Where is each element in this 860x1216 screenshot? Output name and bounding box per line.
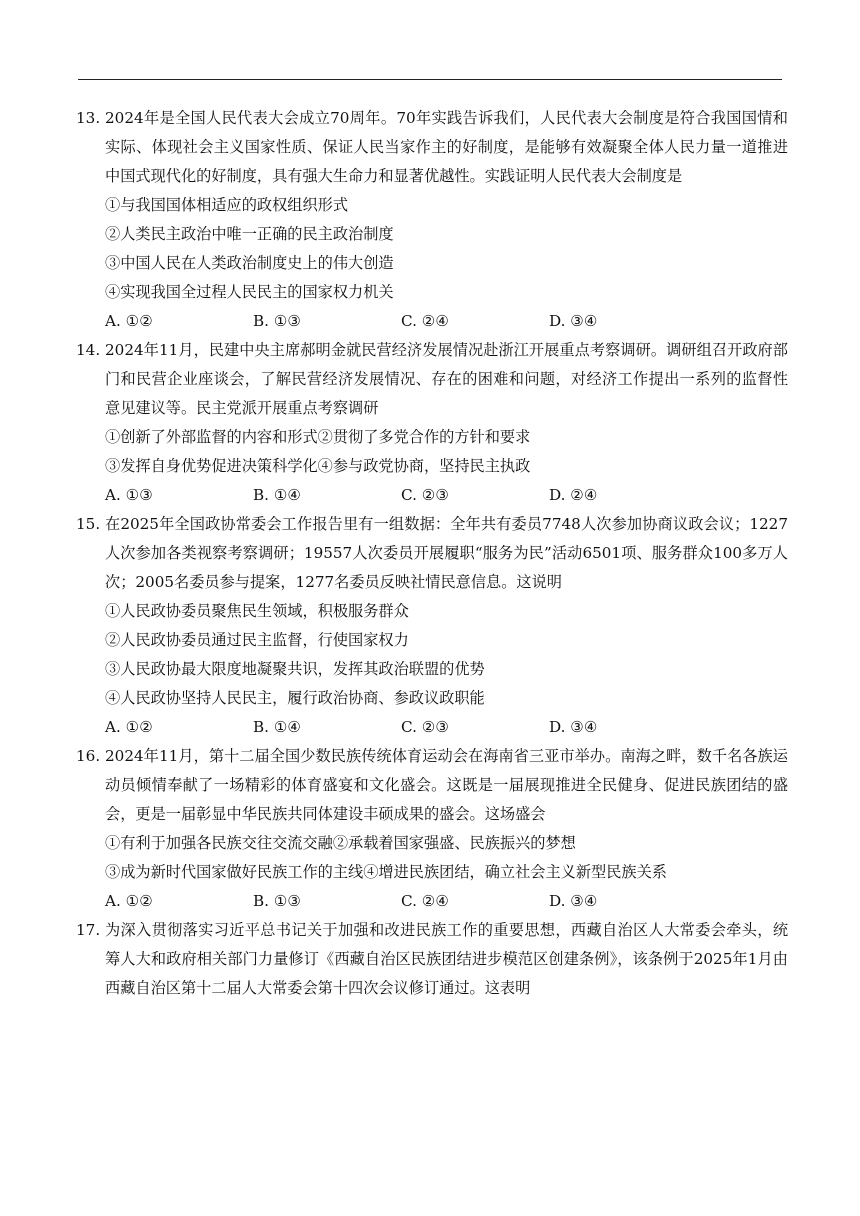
statement-option: ①有利于加强各民族交往交流交融②承载着国家强盛、民族振兴的梦想 [105, 834, 576, 852]
header-rule [78, 79, 782, 80]
question-number: 15. [76, 515, 101, 533]
choice-d: D. ③④ [549, 718, 598, 736]
answer-choices [105, 713, 788, 742]
choice-c: C. ②④ [401, 892, 449, 910]
question-stem: 2024年是全国人民代表大会成立70周年。70年实践告诉我们，人民代表大会制度是符合我国国情和实际、体现社会主义国家性质、保证人民当家作主的好制度，是能够有效凝聚全体人民力量一道推进中国式现代化的好制度，具有强大生命力和显著优越性。实践证明人民代表大会制度是 [105, 109, 788, 185]
statement-option: ②人类民主政治中唯一正确的民主政治制度 [105, 225, 394, 243]
question-list [78, 104, 788, 1003]
choice-b: B. ①④ [253, 486, 302, 504]
choice-b: B. ①④ [253, 718, 302, 736]
answer-choices [105, 887, 788, 916]
statement-option: ③成为新时代国家做好民族工作的主线④增进民族团结，确立社会主义新型民族关系 [105, 863, 667, 881]
choice-c: C. ②④ [401, 312, 449, 330]
choice-a: A. ①② [105, 718, 153, 736]
statement-option: ③发挥自身优势促进决策科学化④参与政党协商，坚持民主执政 [105, 457, 531, 475]
statement-option: ①与我国国体相适应的政权组织形式 [105, 196, 348, 214]
question-stem: 为深入贯彻落实习近平总书记关于加强和改进民族工作的重要思想，西藏自治区人大常委会牵头，统筹人大和政府相关部门力量修订《西藏自治区民族团结进步模范区创建条例》，该条例于2025年1月由西藏自治区第十二届人大常委会第十四次会议修订通过。这表明 [105, 921, 788, 997]
statement-option: ④实现我国全过程人民民主的国家权力机关 [105, 283, 394, 301]
question-stem: 2024年11月，第十二届全国少数民族传统体育运动会在海南省三亚市举办。南海之畔，数千名各族运动员倾情奉献了一场精彩的体育盛宴和文化盛会。这既是一届展现推进全民健身、促进民族团结的盛会，更是一届彰显中华民族共同体建设丰硕成果的盛会。这场盛会 [105, 747, 788, 823]
choice-d: D. ③④ [549, 892, 598, 910]
choice-a: A. ①③ [105, 486, 153, 504]
answer-choices [105, 481, 788, 510]
statement-option: ①创新了外部监督的内容和形式②贯彻了多党合作的方针和要求 [105, 428, 531, 446]
question-stem: 2024年11月，民建中央主席郝明金就民营经济发展情况赴浙江开展重点考察调研。调研组召开政府部门和民营企业座谈会，了解民营经济发展情况、存在的困难和问题，对经济工作提出一系列的监督性意见建议等。民主党派开展重点考察调研 [105, 341, 788, 417]
question-number: 14. [76, 341, 101, 359]
answer-choices [105, 307, 788, 336]
question-17 [78, 916, 788, 1003]
statement-option: ②人民政协委员通过民主监督，行使国家权力 [105, 631, 409, 649]
choice-b: B. ①③ [253, 892, 302, 910]
statement-option: ③中国人民在人类政治制度史上的伟大创造 [105, 254, 394, 272]
choice-d: D. ②④ [549, 486, 598, 504]
choice-d: D. ③④ [549, 312, 598, 330]
choice-a: A. ①② [105, 312, 153, 330]
question-number: 17. [76, 921, 101, 939]
choice-c: C. ②③ [401, 718, 449, 736]
question-number: 13. [76, 109, 101, 127]
choice-b: B. ①③ [253, 312, 302, 330]
statement-option: ④人民政协坚持人民民主，履行政治协商、参政议政职能 [105, 689, 485, 707]
question-15 [78, 510, 788, 742]
statement-option: ①人民政协委员聚焦民生领域，积极服务群众 [105, 602, 409, 620]
question-16 [78, 742, 788, 916]
question-14 [78, 336, 788, 510]
choice-c: C. ②③ [401, 486, 449, 504]
question-13 [78, 104, 788, 336]
statement-option: ③人民政协最大限度地凝聚共识，发挥其政治联盟的优势 [105, 660, 485, 678]
question-number: 16. [76, 747, 101, 765]
choice-a: A. ①② [105, 892, 153, 910]
question-stem: 在2025年全国政协常委会工作报告里有一组数据：全年共有委员7748人次参加协商议政会议；1227人次参加各类视察考察调研；19557人次委员开展履职“服务为民”活动6501项、服务群众100多万人次；2005名委员参与提案，1277名委员反映社情民意信息。这说明 [105, 515, 788, 591]
